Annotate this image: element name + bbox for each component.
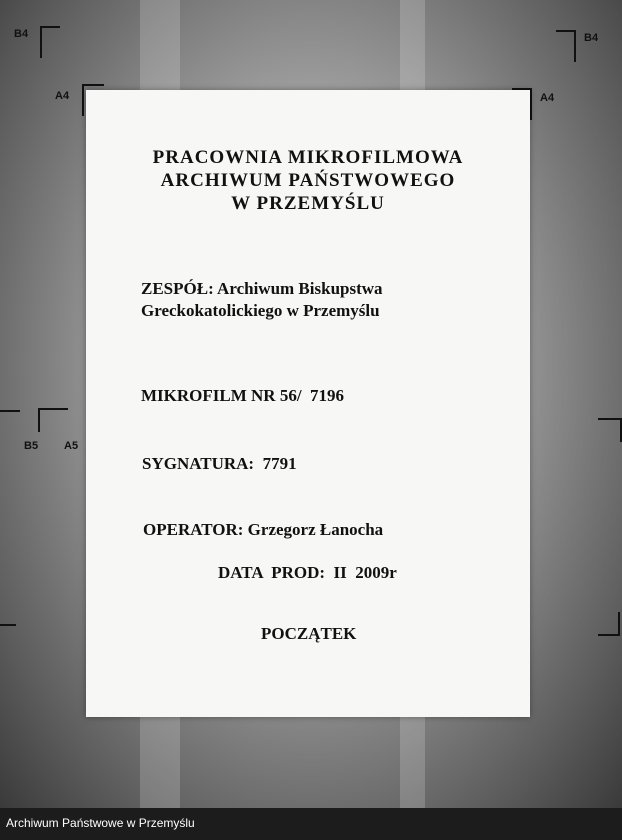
- edge-mark: [0, 410, 20, 414]
- corner-mark: [598, 612, 620, 636]
- mark-a5: A5: [64, 440, 79, 452]
- zespol-line-2: Greckokatolickiego w Przemyślu: [141, 301, 380, 320]
- mark-a4-left: A4: [55, 90, 70, 102]
- mark-b4-left: B4: [14, 28, 29, 40]
- card-header: [86, 146, 530, 215]
- corner-mark: [598, 418, 622, 442]
- corner-mark: [40, 26, 60, 58]
- poczatek-label: POCZĄTEK: [261, 624, 357, 643]
- header-line: PRACOWNIA MIKROFILMOWA: [152, 147, 464, 168]
- mikrofilm-number: MIKROFILM NR 56/ 7196: [141, 386, 345, 405]
- header-line: ARCHIWUM PAŃSTWOWEGO: [160, 170, 456, 191]
- sygnatura: SYGNATURA: 7791: [142, 454, 297, 473]
- microfilm-title-card: [86, 90, 530, 717]
- mark-a4-right: A4: [540, 92, 555, 104]
- header-line: W PRZEMYŚLU: [231, 193, 385, 214]
- operator: OPERATOR: Grzegorz Łanocha: [143, 520, 384, 539]
- zespol-line-1: ZESPÓŁ: Archiwum Biskupstwa: [141, 279, 383, 298]
- data-prod: DATA PROD: II 2009r: [218, 563, 397, 582]
- corner-mark: [556, 30, 576, 62]
- mark-b5: B5: [24, 440, 39, 452]
- edge-mark: [0, 624, 16, 628]
- caption-bar: [0, 808, 622, 840]
- archive-caption: Archiwum Państwowe w Przemyślu: [6, 816, 195, 830]
- corner-mark: [38, 408, 68, 432]
- mark-b4-right: B4: [584, 32, 599, 44]
